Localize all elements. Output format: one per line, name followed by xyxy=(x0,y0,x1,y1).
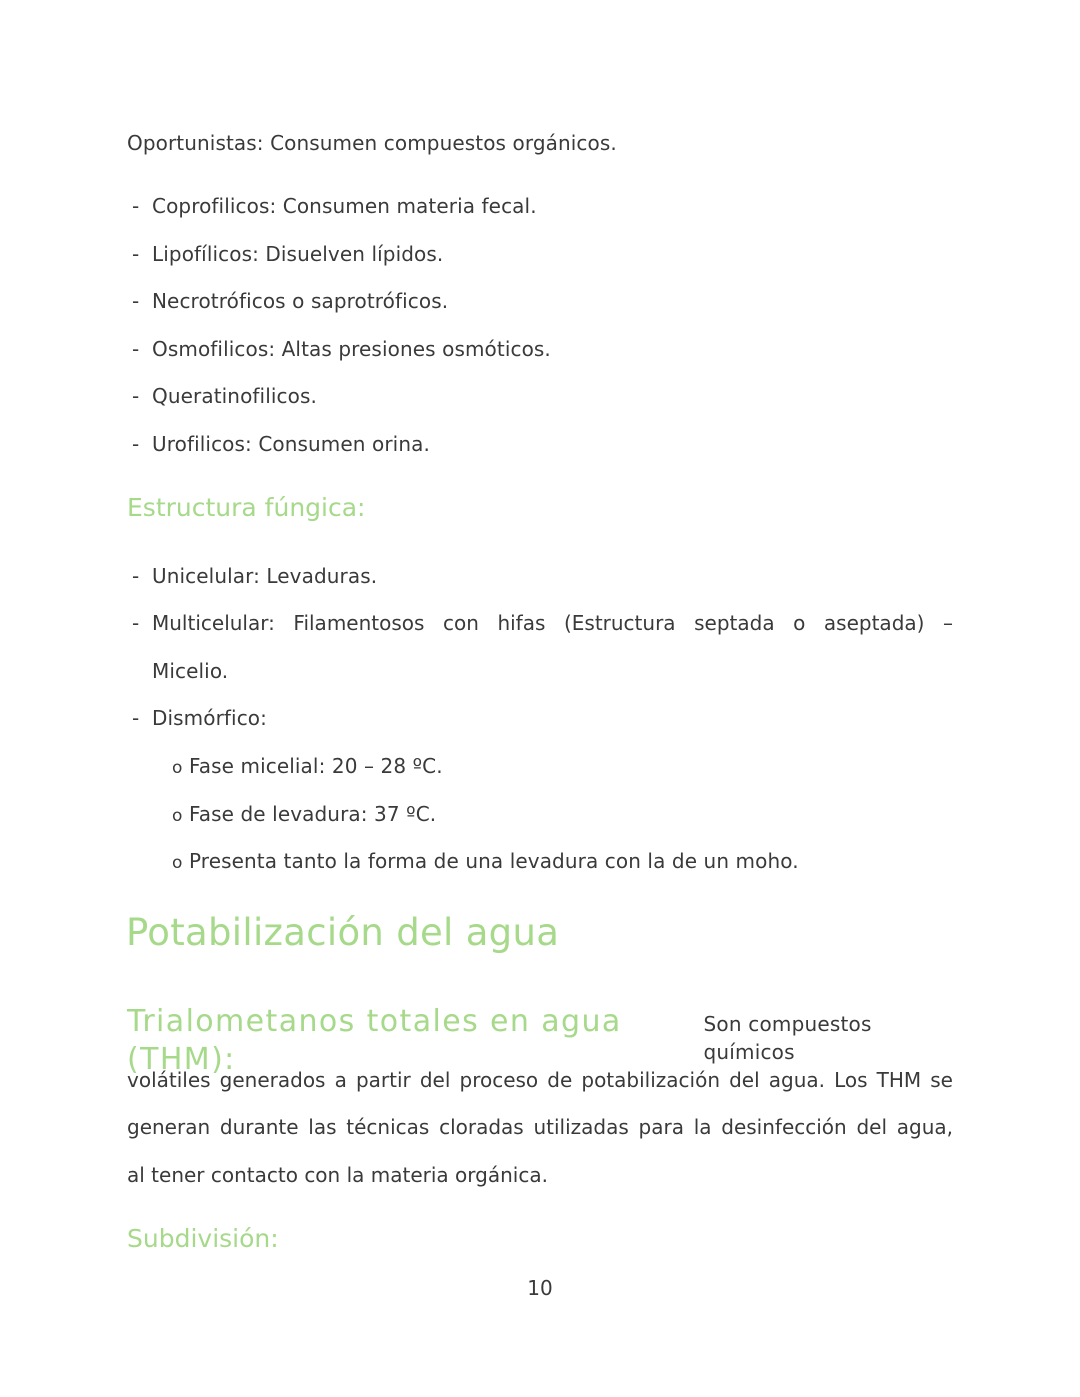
list-dash: - xyxy=(132,289,140,313)
list-dash: - xyxy=(132,611,140,635)
list-dash: - xyxy=(132,194,140,218)
list-item: Coprofilicos: Consumen materia fecal. xyxy=(152,194,537,218)
list-dash: - xyxy=(132,432,140,456)
list-dash: - xyxy=(132,706,140,730)
intro-text: Oportunistas: Consumen compuestos orgánicos. xyxy=(127,131,617,155)
thm-text-line: al tener contacto con la materia orgánica. xyxy=(127,1163,548,1187)
list-item-line: Multicelular: Filamentosos con hifas (Estructura septada o aseptada) – xyxy=(152,611,953,635)
list-item: Dismórfico: xyxy=(152,706,267,730)
list-item: Urofilicos: Consumen orina. xyxy=(152,432,430,456)
circle-bullet-icon: o xyxy=(172,758,183,778)
sub-list-item: Presenta tanto la forma de una levadura con la de un moho. xyxy=(189,849,799,873)
list-item: Lipofílicos: Disuelven lípidos. xyxy=(152,242,444,266)
section-heading-subdivision: Subdivisión: xyxy=(127,1224,279,1253)
sub-list-item: Fase micelial: 20 – 28 ºC. xyxy=(189,754,443,778)
list-dash: - xyxy=(132,242,140,266)
thm-text-line: volátiles generados a partir del proceso de potabilización del agua. Los THM se xyxy=(127,1068,953,1092)
list-item: Necrotróficos o saprotróficos. xyxy=(152,289,449,313)
list-dash: - xyxy=(132,564,140,588)
sub-list-item: Fase de levadura: 37 ºC. xyxy=(189,802,437,826)
list-item-continuation: Micelio. xyxy=(152,659,229,683)
section-heading-estructura: Estructura fúngica: xyxy=(127,493,366,522)
list-item: Queratinofilicos. xyxy=(152,384,317,408)
thm-text-line: generan durante las técnicas cloradas utilizadas para la desinfección del agua, xyxy=(127,1115,953,1139)
subsection-heading-thm: Trialometanos totales en agua (THM): xyxy=(127,1004,622,1077)
list-item: Osmofilicos: Altas presiones osmóticos. xyxy=(152,337,551,361)
page-number: 10 xyxy=(527,1276,553,1300)
list-item: Unicelular: Levaduras. xyxy=(152,564,378,588)
circle-bullet-icon: o xyxy=(172,853,183,873)
thm-text-line: Son compuestos químicos xyxy=(703,1012,872,1064)
circle-bullet-icon: o xyxy=(172,806,183,826)
section-heading-potabilizacion: Potabilización del agua xyxy=(126,911,560,954)
list-dash: - xyxy=(132,337,140,361)
list-dash: - xyxy=(132,384,140,408)
